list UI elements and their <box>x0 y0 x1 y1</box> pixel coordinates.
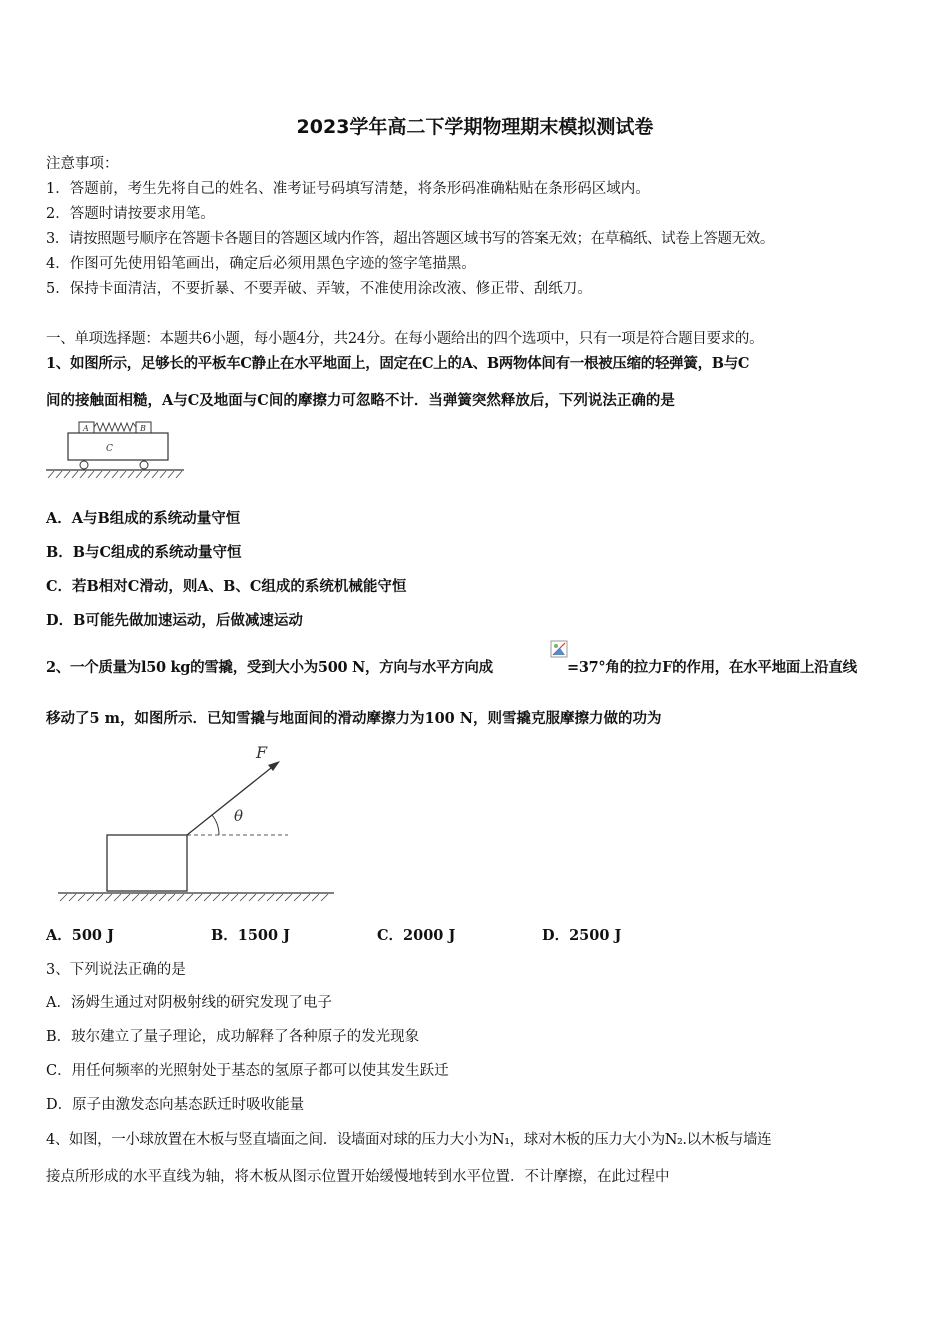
q3-option-c: C．用任何频率的光照射处于基态的氢原子都可以使其发生跃迁 <box>46 1063 449 1079</box>
force-arrow-shaft <box>187 764 276 835</box>
broken-image-icon <box>550 640 568 658</box>
q1-option-a: A．A与B组成的系统动量守恒 <box>46 510 241 527</box>
q2-figure-sled <box>56 738 340 908</box>
sled-block <box>107 835 187 891</box>
ground-hatch <box>60 894 328 901</box>
section-heading: 一、单项选择题：本题共6小题，每小题4分，共24分。在每小题给出的四个选项中，只有一项是符合题目要求的。 <box>46 331 764 347</box>
notice-item-3: 3．请按照题号顺序在答题卡各题目的答题区域内作答，超出答题区域书写的答案无效；在草稿纸、试卷上答题无效。 <box>46 231 774 247</box>
q4-stem-line1: 4、如图，一小球放置在木板与竖直墙面之间．设墙面对球的压力大小为N₁，球对木板的压力大小为N₂.以木板与墙连 <box>46 1132 772 1148</box>
notice-item-1: 1．答题前，考生先将自己的姓名、准考证号码填写清楚，将条形码准确粘贴在条形码区域内。 <box>46 181 650 197</box>
q3-option-a: A．汤姆生通过对阴极射线的研究发现了电子 <box>46 995 332 1011</box>
q2-option-c: C．2000 J <box>377 927 456 944</box>
compressed-spring <box>94 423 136 431</box>
ground-hatch <box>48 471 182 478</box>
q1-stem-line2: 间的接触面相糙，A与C及地面与C间的摩擦力可忽略不计．当弹簧突然释放后，下列说法正确的是 <box>46 392 675 409</box>
angle-label: θ <box>234 807 244 825</box>
q4-stem-line2: 接点所形成的水平直线为轴，将木板从图示位置开始缓慢地转到水平位置．不计摩擦，在此过程中 <box>46 1169 670 1185</box>
q2-stem-line1-part2: =37°角的拉力F的作用，在水平地面上沿直线 <box>567 659 857 676</box>
notice-item-4: 4．作图可先使用铅笔画出，确定后必须用黑色字迹的签字笔描黑。 <box>46 256 476 272</box>
label-b: B <box>140 424 146 433</box>
label-c: C <box>106 444 113 454</box>
q2-stem-line2: 移动了5 m，如图所示．已知雪撬与地面间的滑动摩擦力为100 N，则雪撬克服摩擦力做的功为 <box>46 710 662 727</box>
notice-heading: 注意事项： <box>46 156 119 172</box>
force-label: F <box>256 743 268 762</box>
q2-option-b: B．1500 J <box>211 927 291 944</box>
exam-title: 2023学年高二下学期物理期末模拟测试卷 <box>296 116 654 138</box>
wheel-right <box>140 461 148 469</box>
q1-stem-line1: 1、如图所示，足够长的平板车C静止在水平地面上，固定在C上的A、B两物体间有一根被压缩的轻弹簧，B与C <box>46 355 750 372</box>
notice-item-5: 5．保持卡面清洁，不要折暴、不要弄破、弄皱，不准使用涂改液、修正带、刮纸刀。 <box>46 281 592 297</box>
q2-option-d: D．2500 J <box>542 927 622 944</box>
q1-option-d: D．B可能先做加速运动，后做减速运动 <box>46 612 303 629</box>
label-a: A <box>83 424 89 433</box>
wheel-left <box>80 461 88 469</box>
q3-option-b: B．玻尔建立了量子理论，成功解释了各种原子的发光现象 <box>46 1029 420 1045</box>
q3-option-d: D．原子由激发态向基态跃迁时吸收能量 <box>46 1097 305 1113</box>
cart-c-body <box>68 433 168 460</box>
q1-option-c: C．若B相对C滑动，则A、B、C组成的系统机械能守恒 <box>46 578 407 595</box>
notice-item-2: 2．答题时请按要求用笔。 <box>46 206 215 222</box>
q1-option-b: B．B与C组成的系统动量守恒 <box>46 544 242 561</box>
angle-arc <box>212 815 219 835</box>
q2-option-a: A．500 J <box>46 927 114 944</box>
q2-stem-line1-part1: 2、一个质量为l50 kg的雪撬，受到大小为500 N，方向与水平方向成 <box>46 659 493 676</box>
q1-figure-cart <box>44 418 186 482</box>
q3-stem: 3、下列说法正确的是 <box>46 962 186 978</box>
